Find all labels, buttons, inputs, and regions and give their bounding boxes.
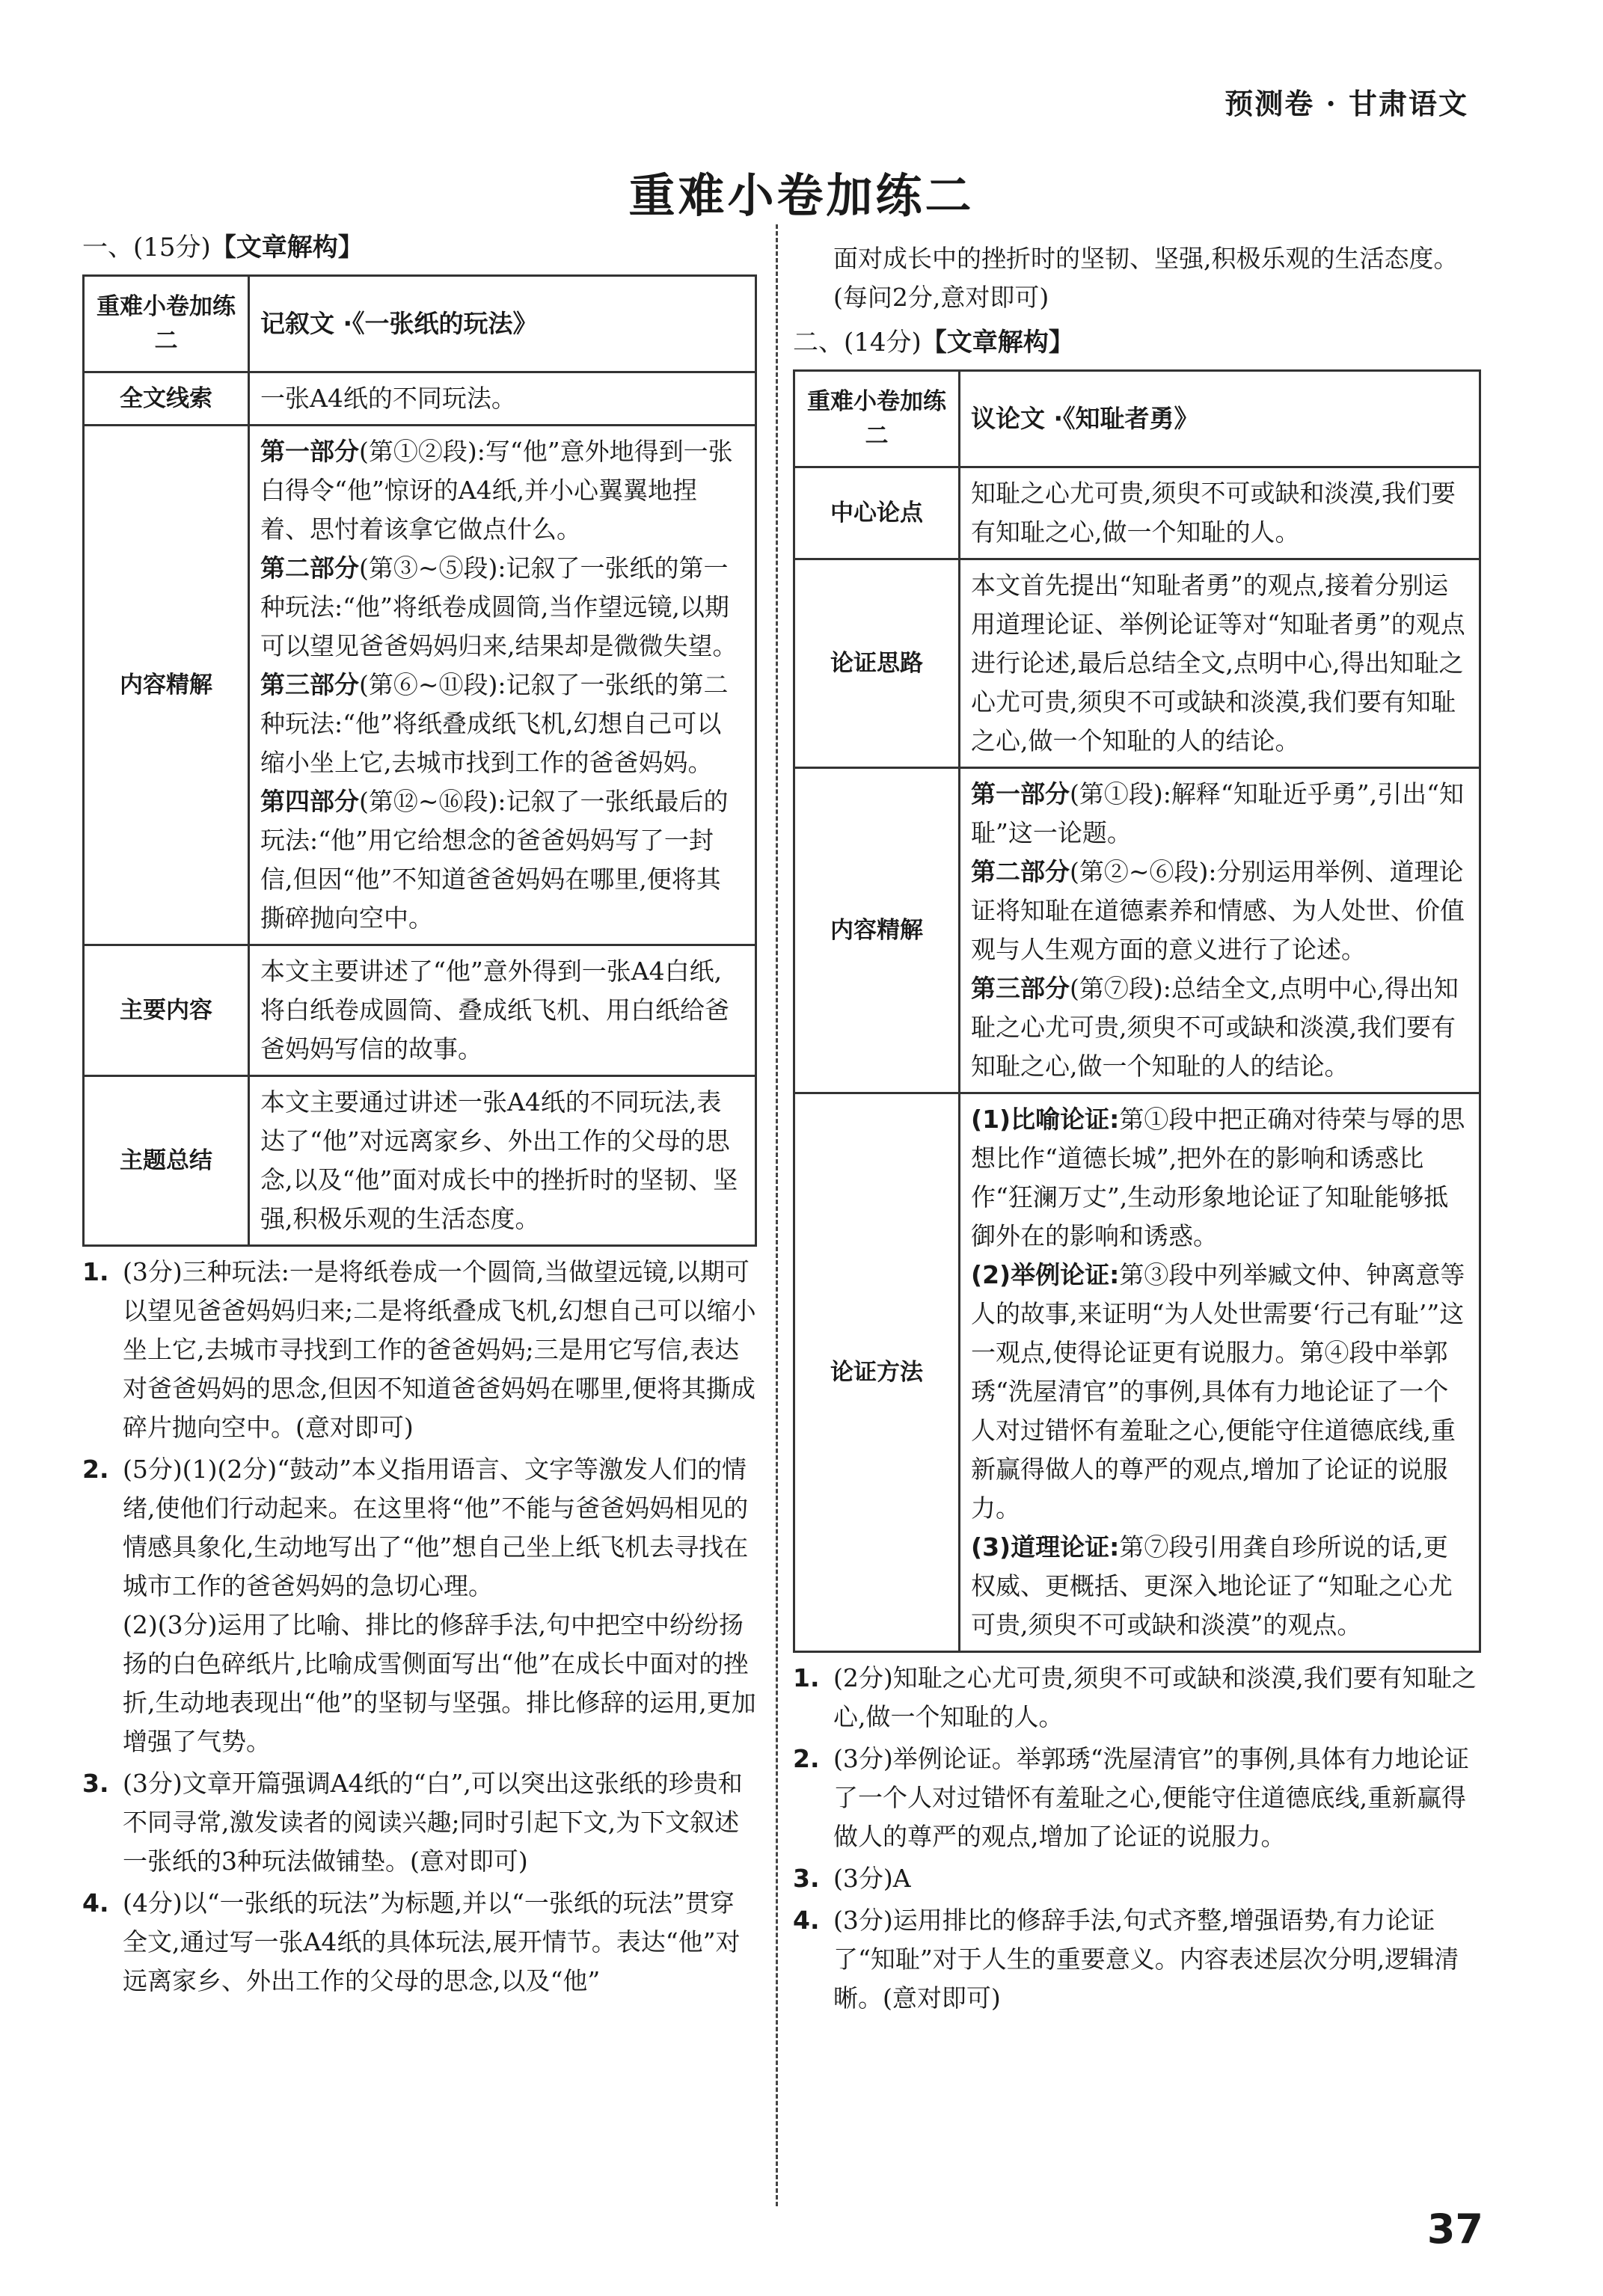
- table-row: [84, 276, 756, 372]
- answer-item: [82, 1884, 757, 2001]
- row-label-main: 主要内容: [84, 945, 249, 1076]
- answer-number: 2.: [82, 1455, 109, 1484]
- table-row: [84, 945, 756, 1076]
- content-part: [260, 666, 744, 782]
- section-label: 二、(14分): [793, 328, 922, 357]
- row-value-method: [960, 1093, 1480, 1652]
- table-row: [794, 1093, 1480, 1652]
- answer-item: [793, 1901, 1481, 2018]
- part-text: (第②~⑥段):分别运用举例、道理论证将知耻在道德素养和情感、为人处世、价值观与人生观方面的意义进行了论述。: [971, 857, 1465, 964]
- row-label-content: 内容精解: [794, 768, 960, 1093]
- method-title: (3)道理论证:: [971, 1532, 1120, 1562]
- part-text: (第①②段):写“他”意外地得到一张白得令“他”惊讶的A4纸,并小心翼翼地捏着、思忖着该拿它做点什么。: [260, 437, 733, 544]
- answer-item: [82, 1450, 757, 1761]
- section-label: 一、(15分): [82, 233, 211, 263]
- row-value-theme: 本文主要通过讲述一张A4纸的不同玩法,表达了“他”对远离家乡、外出工作的父母的思念,以及“他”面对成长中的挫折时的坚韧、坚强,积极乐观的生活态度。: [249, 1076, 756, 1246]
- table-row: [794, 559, 1480, 768]
- answer-item: [793, 1740, 1481, 1856]
- table-head-label: 重难小卷加练二: [794, 371, 960, 467]
- method-text: 第①段中把正确对待荣与辱的思想比作“道德长城”,把外在的影响和诱惑比作“狂澜万丈”,生动形象地论证了知耻能够抵御外在的影响和诱惑。: [971, 1105, 1465, 1250]
- method-text: 第⑦段引用龚自珍所说的话,更权威、更概括、更深入地论证了“知耻之心尤可贵,须臾不可或缺和淡漠”的观点。: [971, 1532, 1453, 1639]
- section-heading-2: [793, 323, 1481, 362]
- table-row: [84, 372, 756, 426]
- answer-text: (3分)举例论证。举郭琇“洗屋清官”的事例,具体有力地论证了一个人对过错怀有羞耻之心,便能守住道德底线,重新赢得做人的尊严的观点,增加了论证的说服力。: [833, 1744, 1469, 1851]
- answer-item: [82, 1253, 757, 1447]
- page-header: 预测卷 · 甘肃语文: [1225, 87, 1468, 120]
- part-title: 第二部分: [260, 553, 359, 583]
- answer-text: (3分)文章开篇强调A4纸的“白”,可以突出这张纸的珍贵和不同寻常,激发读者的阅读兴趣;同时引起下文,为下文叙述一张纸的3种玩法做铺垫。(意对即可): [123, 1769, 743, 1876]
- table-head-value: 议论文 ·《知耻者勇》: [960, 371, 1480, 467]
- table-row: [794, 467, 1480, 559]
- part-title: 第三部分: [971, 974, 1070, 1003]
- method-item: [971, 1528, 1468, 1645]
- part-title: 第二部分: [971, 857, 1070, 886]
- row-label-idea: 论证思路: [794, 559, 960, 768]
- answer-number: 1.: [82, 1257, 109, 1286]
- page-title: 重难小卷加练二: [628, 168, 975, 223]
- part-title: 第四部分: [260, 787, 359, 816]
- content-part: [260, 432, 744, 549]
- method-item: [971, 1256, 1468, 1528]
- row-label-method: 论证方法: [794, 1093, 960, 1652]
- answer-text: (2)(3分)运用了比喻、排比的修辞手法,句中把空中纷纷扬扬的白色碎纸片,比喻成雪侧面写出“他”在成长中面对的挫折,生动地表现出“他”的坚韧与坚强。排比修辞的运用,更加增强了气势。: [123, 1610, 756, 1756]
- content-part: [260, 782, 744, 938]
- row-value-idea: 本文首先提出“知耻者勇”的观点,接着分别运用道理论证、举例论证等对“知耻者勇”的观点进行论述,最后总结全文,点明中心,得出知耻之心尤可贵,须臾不可或缺和淡漠,我们要有知耻之心,做一个知耻的人的结论。: [960, 559, 1480, 768]
- answer-text: (4分)以“一张纸的玩法”为标题,并以“一张纸的玩法”贯穿全文,通过写一张A4纸的具体玩法,展开情节。表达“他”对远离家乡、外出工作的父母的思念,以及“他”: [123, 1888, 741, 1995]
- answer-number: 4.: [82, 1888, 109, 1918]
- section-tag: 【文章解构】: [210, 233, 364, 263]
- left-column: [82, 228, 757, 2001]
- method-text: 第③段中列举臧文仲、钟离意等人的故事,来证明“为人处世需要‘行己有耻’”这一观点,使得论证更有说服力。第④段中举郭琇“洗屋清官”的事例,具体有力地论证了一个人对过错怀有羞耻之心,便能守住道德底线,重新赢得做人的尊严的观点,增加了论证的说服力。: [971, 1260, 1465, 1523]
- row-label-center: 中心论点: [794, 467, 960, 559]
- part-title: 第一部分: [971, 779, 1070, 808]
- part-text: (第⑥~⑪段):记叙了一张纸的第二种玩法:“他”将纸叠成纸飞机,幻想自己可以缩小坐上它,去城市找到工作的爸爸妈妈。: [260, 670, 729, 777]
- row-value-center: 知耻之心尤可贵,须臾不可或缺和淡漠,我们要有知耻之心,做一个知耻的人。: [960, 467, 1480, 559]
- table-head-label: 重难小卷加练二: [84, 276, 249, 372]
- method-title: (2)举例论证:: [971, 1260, 1120, 1289]
- part-title: 第一部分: [260, 437, 359, 466]
- column-divider: [776, 224, 778, 2206]
- row-label-content: 内容精解: [84, 426, 249, 945]
- row-value-clue: 一张A4纸的不同玩法。: [249, 372, 756, 426]
- answer-number: 4.: [793, 1906, 820, 1935]
- answer-number: 3.: [82, 1769, 109, 1798]
- table-row: [794, 371, 1480, 467]
- analysis-table-2: [793, 369, 1481, 1653]
- right-column: [793, 239, 1481, 2018]
- part-text: (第①段):解释“知耻近乎勇”,引出“知耻”这一论题。: [971, 779, 1464, 847]
- answer-text: (3分)运用排比的修辞手法,句式齐整,增强语势,有力论证了“知耻”对于人生的重要意义。内容表述层次分明,逻辑清晰。(意对即可): [833, 1906, 1459, 2013]
- answer-item: [793, 1659, 1481, 1737]
- part-text: (第⑫~⑯段):记叙了一张纸最后的玩法:“他”用它给想念的爸爸妈妈写了一封信,但因“他”不知道爸爸妈妈在哪里,便将其撕碎抛向空中。: [260, 787, 729, 933]
- page-number: 37: [1426, 2206, 1483, 2253]
- answer-number: 2.: [793, 1744, 820, 1773]
- row-value-content: [249, 426, 756, 945]
- part-text: (第③~⑤段):记叙了一张纸的第一种玩法:“他”将纸卷成圆筒,当作望远镜,以期可以望见爸爸妈妈归来,结果却是微微失望。: [260, 553, 738, 660]
- row-label-clue: 全文线索: [84, 372, 249, 426]
- answer-number: 1.: [793, 1663, 820, 1692]
- answer-item: [82, 1764, 757, 1881]
- table-row: [84, 426, 756, 945]
- answer-text: (3分)A: [833, 1864, 911, 1893]
- answer-item: [793, 1859, 1481, 1898]
- row-value-content: [960, 768, 1480, 1093]
- table-row: [84, 1076, 756, 1246]
- content-part: [971, 969, 1468, 1086]
- content-part: [971, 853, 1468, 969]
- table-row: [794, 768, 1480, 1093]
- method-title: (1)比喻论证:: [971, 1105, 1120, 1134]
- section-heading-1: [82, 228, 757, 267]
- table-head-value: 记叙文 ·《一张纸的玩法》: [249, 276, 756, 372]
- row-label-theme: 主题总结: [84, 1076, 249, 1246]
- continued-text: 面对成长中的挫折时的坚韧、坚强,积极乐观的生活态度。(每问2分,意对即可): [833, 244, 1459, 312]
- method-item: [971, 1100, 1468, 1256]
- part-title: 第三部分: [260, 670, 359, 699]
- answers-right: [793, 1659, 1481, 2018]
- analysis-table-1: [82, 274, 757, 1247]
- answer-text: (2分)知耻之心尤可贵,须臾不可或缺和淡漠,我们要有知耻之心,做一个知耻的人。: [833, 1663, 1477, 1731]
- answer-text: (3分)三种玩法:一是将纸卷成一个圆筒,当做望远镜,以期可以望见爸爸妈妈归来;二是将纸叠成飞机,幻想自己可以缩小坐上它,去城市寻找到工作的爸爸妈妈;三是用它写信,表达对爸爸妈妈的思念,但因不知道爸爸妈妈在哪里,便将其撕成碎片抛向空中。(意对即可): [123, 1257, 756, 1442]
- part-text: (第⑦段):总结全文,点明中心,得出知耻之心尤可贵,须臾不可或缺和淡漠,我们要有知耻之心,做一个知耻的人的结论。: [971, 974, 1459, 1081]
- answer-text: (5分)(1)(2分)“鼓动”本义指用语言、文字等激发人们的情绪,使他们行动起来。在这里将“他”不能与爸爸妈妈相见的情感具象化,生动地写出了“他”想自己坐上纸飞机去寻找在城市工作的爸爸妈妈的急切心理。: [123, 1455, 749, 1600]
- answers-left: [82, 1253, 757, 2001]
- content-part: [260, 549, 744, 666]
- section-tag: 【文章解构】: [921, 328, 1074, 357]
- answer-number: 3.: [793, 1864, 820, 1893]
- row-value-main: 本文主要讲述了“他”意外得到一张A4白纸,将白纸卷成圆筒、叠成纸飞机、用白纸给爸爸妈妈写信的故事。: [249, 945, 756, 1076]
- content-part: [971, 775, 1468, 853]
